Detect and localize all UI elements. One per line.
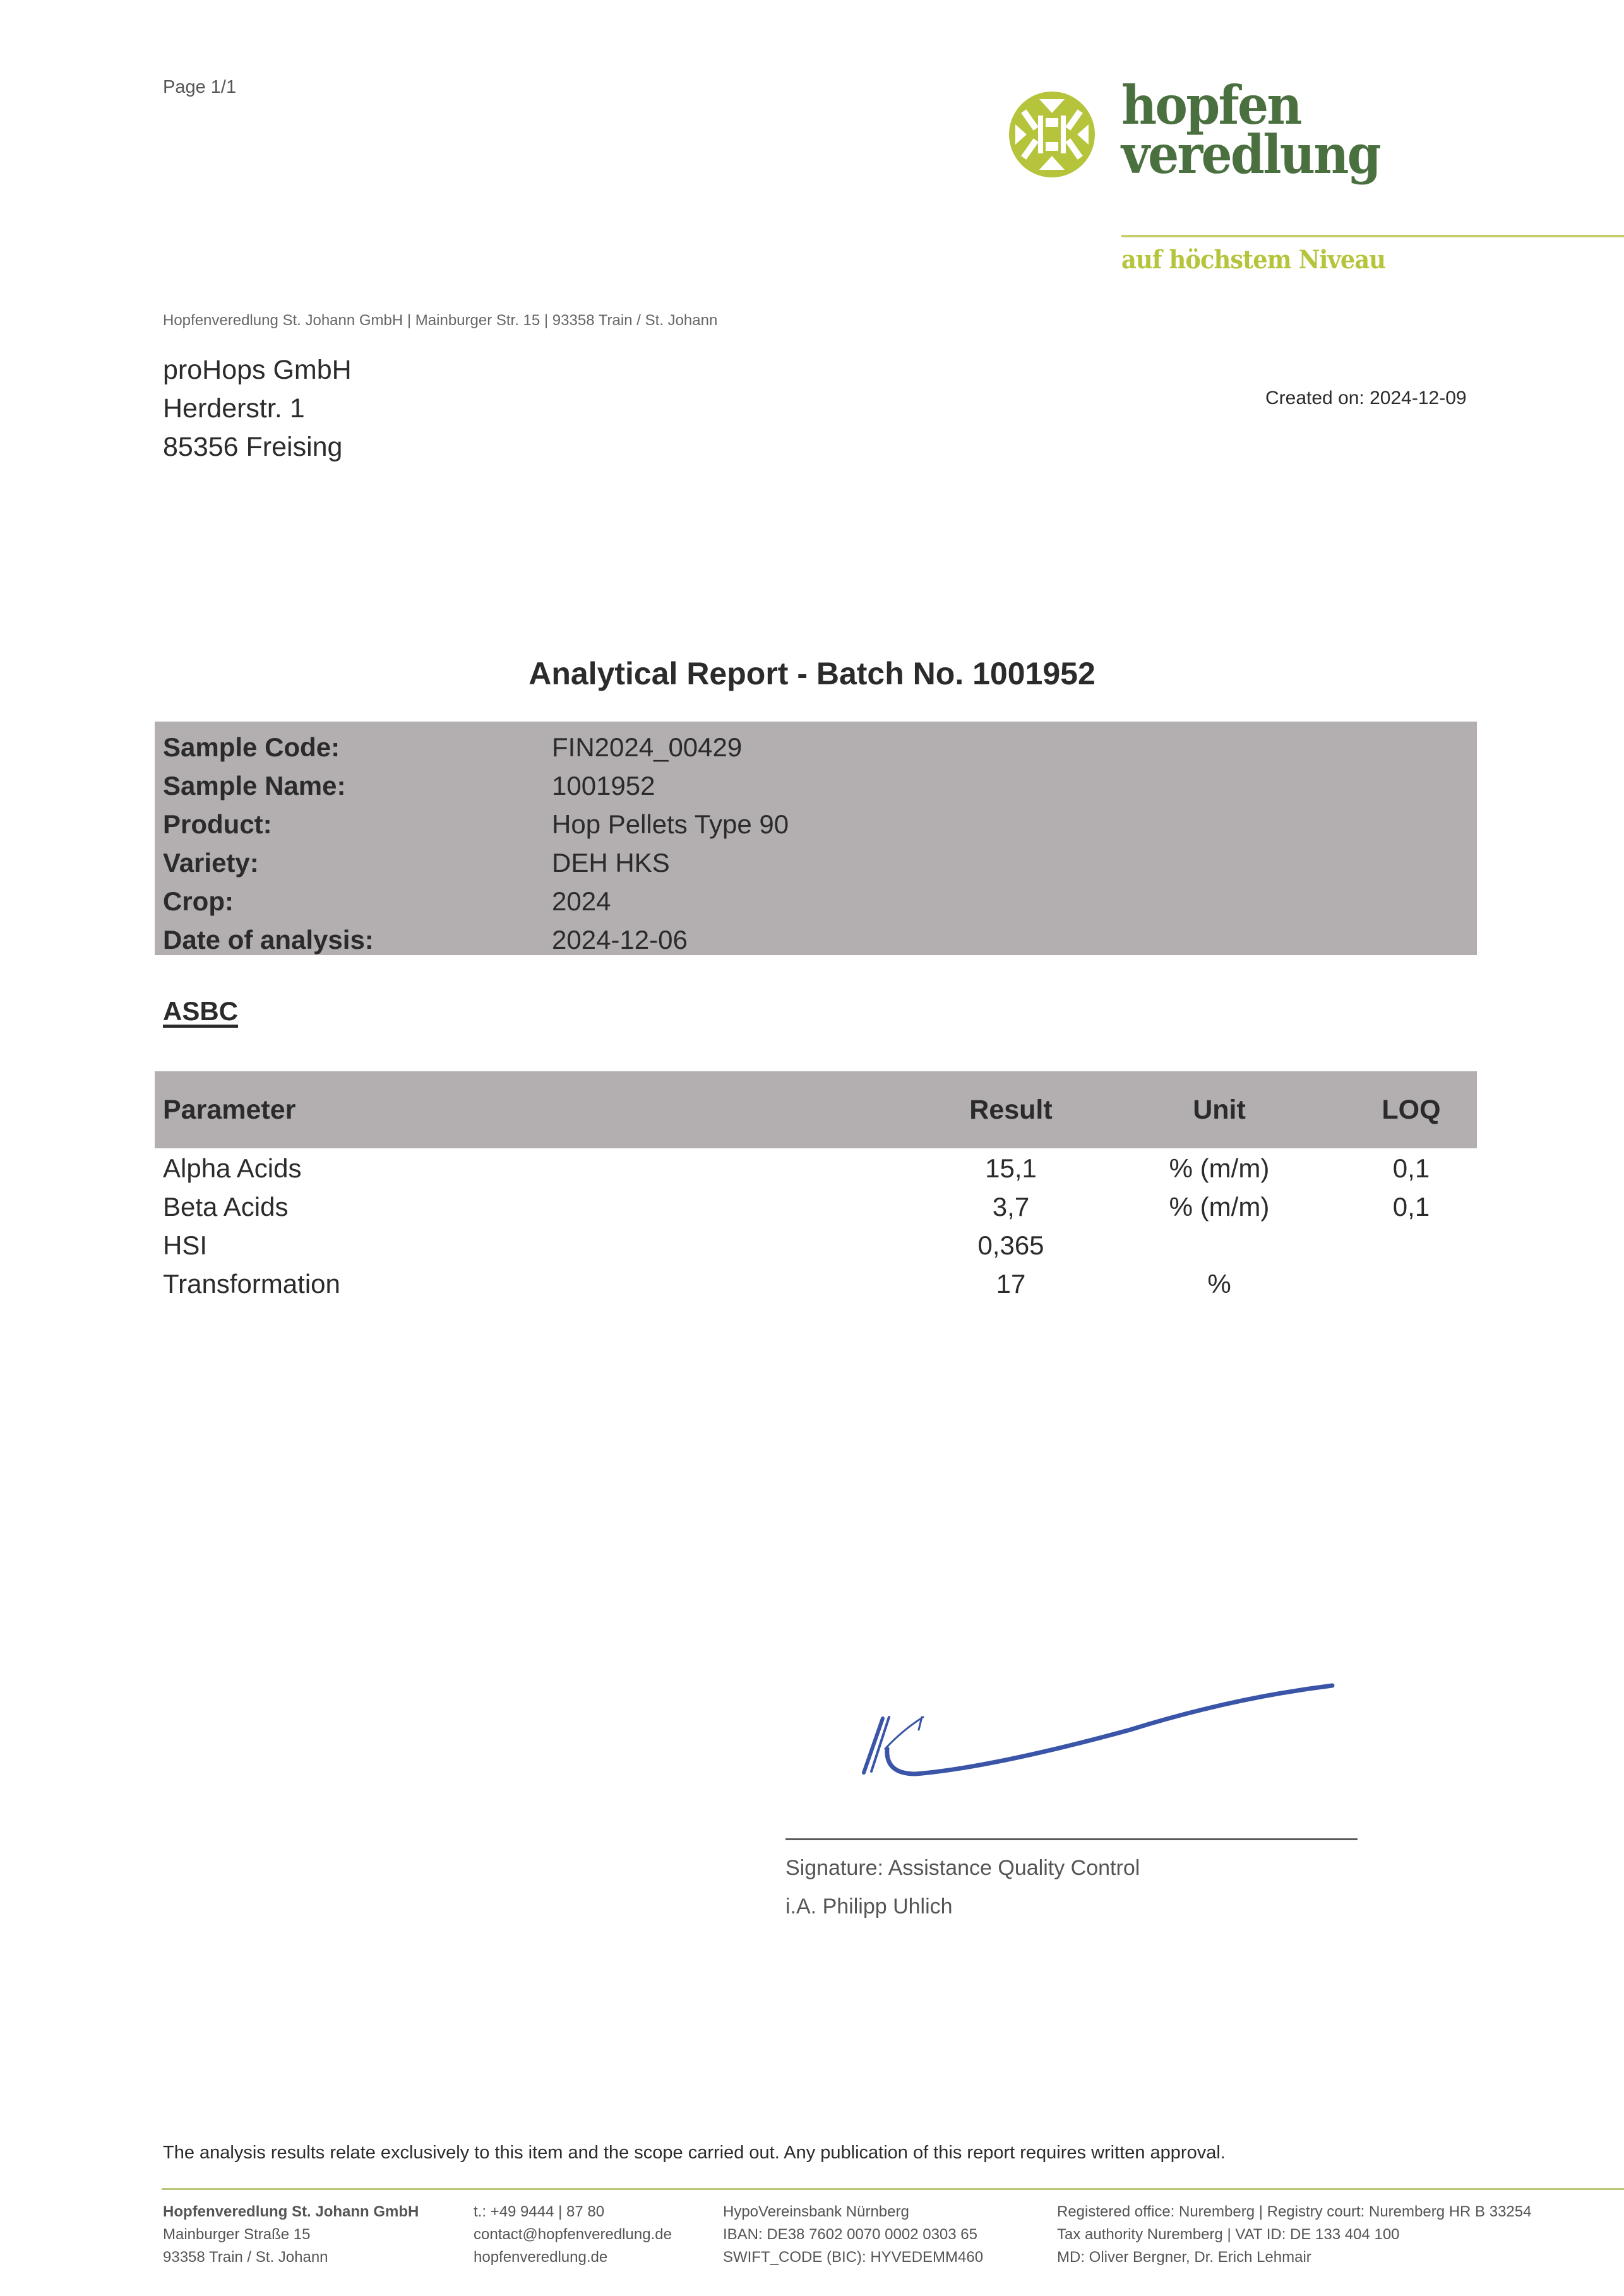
signatory-name: i.A. Philipp Uhlich <box>785 1894 953 1918</box>
recipient-address <box>163 351 352 467</box>
signature-role: Signature: Assistance Quality Control <box>785 1856 1140 1880</box>
cell-result: 0,365 <box>977 1230 1044 1260</box>
cell-parameter: Beta Acids <box>163 1192 289 1222</box>
logo-wordmark <box>1121 74 1380 186</box>
info-value: Hop Pellets Type 90 <box>552 809 789 839</box>
footer-iban: IBAN: DE38 7602 0070 0002 0303 65 <box>723 2226 977 2243</box>
tagline: auf höchstem Niveau <box>1121 245 1386 275</box>
hop-logo-icon <box>1008 90 1096 179</box>
header-result: Result <box>969 1095 1053 1125</box>
recipient-city: 85356 Freising <box>163 432 343 462</box>
table-row <box>155 1226 1477 1264</box>
info-value: 1001952 <box>552 771 655 800</box>
info-label: Sample Name: <box>163 771 346 800</box>
created-date: Created on: 2024-12-09 <box>1265 388 1467 408</box>
recipient-street: Herderstr. 1 <box>163 393 305 424</box>
report-title: Analytical Report - Batch No. 1001952 <box>528 656 1096 691</box>
info-label: Crop: <box>163 886 234 916</box>
logo-line-1: hopfen <box>1121 74 1301 136</box>
cell-unit: % (m/m) <box>1169 1153 1270 1183</box>
sender-address-line: Hopfenveredlung St. Johann GmbH | Mainburger Str. 15 | 93358 Train / St. Johann <box>163 312 718 329</box>
signature-line <box>785 1838 1358 1840</box>
results-table-header <box>155 1071 1477 1148</box>
cell-loq: 0,1 <box>1392 1192 1430 1222</box>
footer-registry: Registered office: Nuremberg | Registry court: Nuremberg HR B 33254 <box>1057 2203 1532 2220</box>
info-value: 2024 <box>552 886 611 916</box>
footer-bank <box>723 2201 983 2269</box>
footer-legal <box>1057 2201 1531 2269</box>
cell-parameter: Alpha Acids <box>163 1153 302 1183</box>
cell-loq: 0,1 <box>1392 1153 1430 1183</box>
header-unit: Unit <box>1193 1095 1246 1125</box>
tagline-divider <box>1121 235 1624 237</box>
footer-website-link[interactable]: hopfenveredlung.de <box>474 2249 608 2266</box>
cell-unit: % (m/m) <box>1169 1192 1270 1222</box>
footer-phone: t.: +49 9444 | 87 80 <box>474 2203 605 2220</box>
cell-parameter: HSI <box>163 1230 208 1260</box>
header-parameter: Parameter <box>163 1095 296 1125</box>
footer-divider <box>162 2188 1624 2190</box>
cell-unit: % <box>1207 1269 1231 1299</box>
header-loq: LOQ <box>1382 1095 1441 1125</box>
cell-result: 15,1 <box>985 1153 1037 1183</box>
page-number: Page 1/1 <box>163 77 237 97</box>
footer-managing-directors: MD: Oliver Bergner, Dr. Erich Lehmair <box>1057 2249 1311 2266</box>
footer-vat: Tax authority Nuremberg | VAT ID: DE 133 404 100 <box>1057 2226 1400 2243</box>
info-label: Product: <box>163 809 272 839</box>
footer-company-name: Hopfenveredlung St. Johann GmbH <box>163 2203 419 2220</box>
handwritten-signature <box>827 1679 1345 1793</box>
info-label: Date of analysis: <box>163 925 374 955</box>
footer-contact <box>474 2201 672 2269</box>
footer-swift: SWIFT_CODE (BIC): HYVEDEMM460 <box>723 2249 984 2266</box>
info-label: Sample Code: <box>163 732 340 762</box>
info-value: FIN2024_00429 <box>552 732 743 762</box>
footer-email-link[interactable]: contact@hopfenveredlung.de <box>474 2226 672 2243</box>
footer-company <box>163 2201 419 2269</box>
cell-result: 3,7 <box>992 1192 1030 1222</box>
info-label: Variety: <box>163 848 259 877</box>
logo-line-2: veredlung <box>1121 123 1380 186</box>
cell-result: 17 <box>996 1269 1026 1299</box>
table-row <box>155 1149 1477 1187</box>
footer-bank-name: HypoVereinsbank Nürnberg <box>723 2203 909 2220</box>
cell-parameter: Transformation <box>163 1269 340 1299</box>
table-row <box>155 1187 1477 1226</box>
info-value: DEH HKS <box>552 848 670 877</box>
section-title-asbc: ASBC <box>163 996 239 1026</box>
disclaimer: The analysis results relate exclusively to this item and the scope carried out. Any publication of this report requires written approval. <box>163 2143 1226 2163</box>
info-value: 2024-12-06 <box>552 925 688 955</box>
footer-company-city: 93358 Train / St. Johann <box>163 2249 328 2266</box>
footer-company-street: Mainburger Straße 15 <box>163 2226 311 2243</box>
table-row <box>155 1264 1477 1303</box>
sample-info-block <box>155 722 1477 955</box>
recipient-company: proHops GmbH <box>163 355 352 385</box>
